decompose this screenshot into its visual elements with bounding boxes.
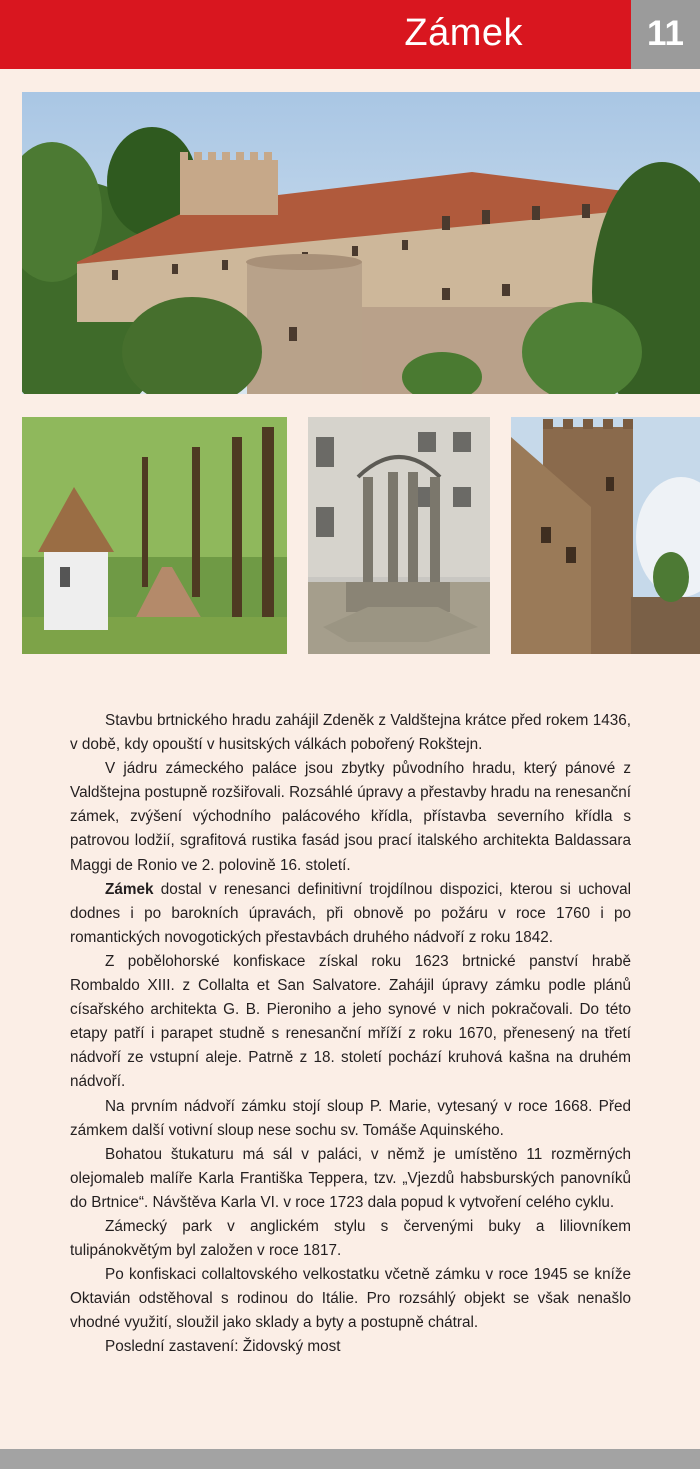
page-number-box <box>631 0 700 69</box>
article-paragraph: V jádru zámeckého paláce jsou zbytky původního hradu, který pánové z Valdštejna postupně rozšiřovali. Rozsáhlé úpravy a přestavby hradu na renesanční zámek, zvýšení východního palácového křídla, přístavba severního křídla s patrovou lodžií, sgrafitová rustika fasád jsou prací italského architekta Baldassara Maggi de Ronio ve 2. polovině 16. století. <box>70 760 631 874</box>
tower-photo-icon <box>511 417 700 654</box>
page-title: Zámek <box>404 12 523 54</box>
header-bar <box>0 0 631 69</box>
page-number: 11 <box>647 14 684 53</box>
alley-photo-icon <box>22 417 287 654</box>
next-stop: Poslední zastavení: Židovský most <box>105 1338 341 1356</box>
article-paragraph: Po konfiskaci collaltovského velkostatku včetně zámku v roce 1945 se kníže Oktavián odstěhoval s rodinou do Itálie. Pro rozsáhlý objekt se však nenašlo vhodné využití, sloužil jako sklady a byty a postupně chátral. <box>70 1266 631 1332</box>
highlight-term: Zámek <box>105 880 154 898</box>
castle-photo-icon <box>22 92 700 394</box>
article-text: dostal v renesanci definitivní trojdílnou dispozici, kterou si uchoval dodnes i po barokních úpravách, při obnově po požáru v roce 1760 i po romantických novogotických přestavbách druhého nádvoří z roku 1842. <box>70 880 631 946</box>
article-body <box>70 709 631 1360</box>
renaissance-well-photo <box>308 417 490 654</box>
castle-overview-photo <box>22 92 700 394</box>
article-paragraph: Bohatou štukaturu má sál v paláci, v němž je umístěno 11 rozměrných olejomaleb malíře Karla Františka Teppera, tzv. „Vjezdů habsburských panovníků do Brtnice“. Návštěva Karla VI. v roce 1723 dala popud k vytvoření celého cyklu. <box>70 1145 631 1211</box>
article-paragraph: Zámecký park v anglickém stylu s červenými buky a liliovníkem tulipánokvětým byl založen v roce 1817. <box>70 1217 631 1260</box>
tree-alley-photo <box>22 417 287 654</box>
footer-bar <box>0 1449 700 1469</box>
article-paragraph: Stavbu brtnického hradu zahájil Zdeněk z Valdštejna krátce před rokem 1436, v době, kdy opouští v husitských válkách pobořený Rokštejn. <box>70 712 631 754</box>
well-photo-icon <box>308 417 490 654</box>
castle-tower-photo <box>511 417 700 654</box>
article-paragraph: Na prvním nádvoří zámku stojí sloup P. Marie, vytesaný v roce 1668. Před zámkem další votivní sloup nese sochu sv. Tomáše Aquinského. <box>70 1097 631 1139</box>
article-paragraph: Z pobělohorské konfiskace získal roku 1623 brtnické panství hrabě Rombaldo XIII. z Collalta et San Salvatore. Zahájil úpravy zámku podle plánů císařského architekta G. B. Pieroniho a jeho synové v nich pokračovali. Do této etapy patří i parapet studně s renesanční mříží z roku 1670, přenesený na třetí nádvoří ze vstupní aleje. Patrně z 18. století pochází kruhová kašna na druhém nádvoří. <box>70 952 631 1091</box>
article-paragraph <box>70 878 631 950</box>
